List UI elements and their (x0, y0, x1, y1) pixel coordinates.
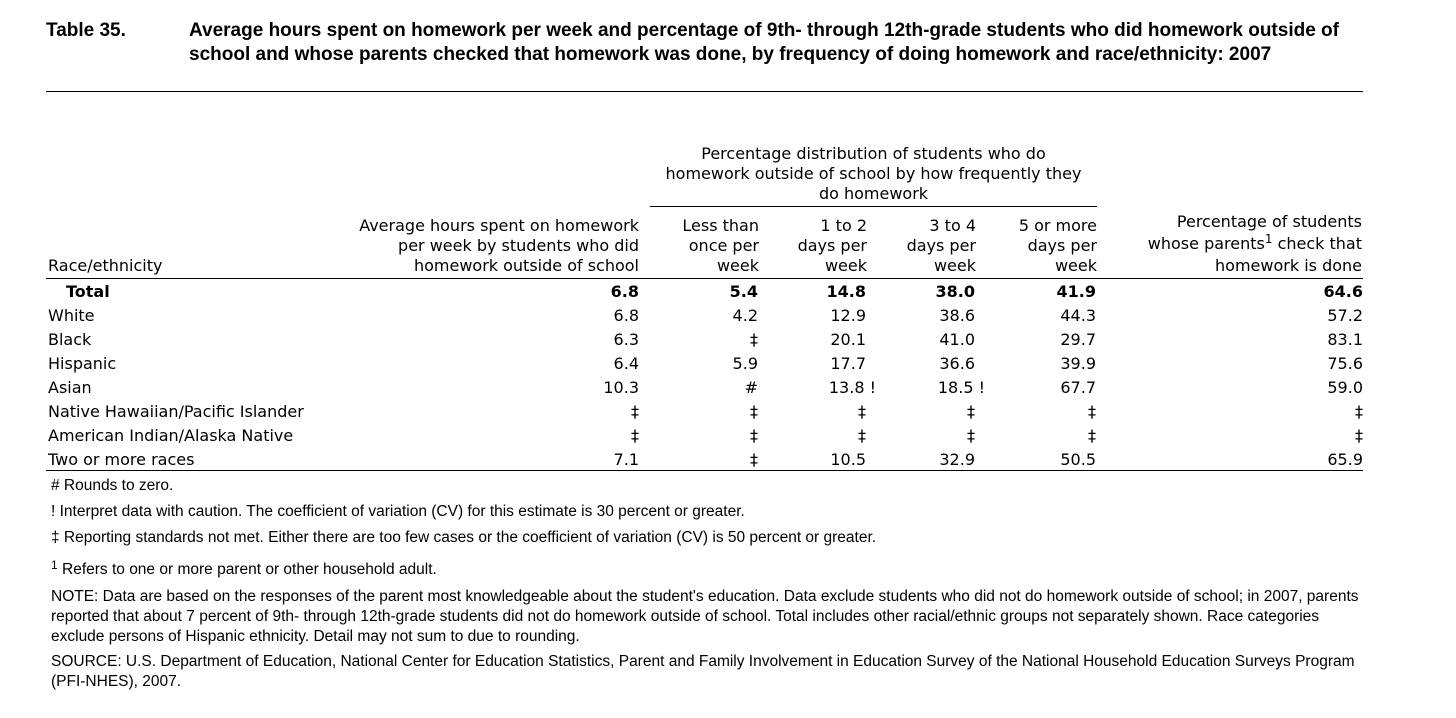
cell-avg-hours: 6.8 (613, 306, 639, 325)
table-title: Average hours spent on homework per week and percentage of 9th- through 12th-grade students who did homework outside of school and whose parents checked that homework was done, by frequency of doing homework and race/ethnicity: 2007 (189, 20, 1339, 65)
row-label: Two or more races (48, 450, 195, 469)
row-label: White (48, 306, 95, 325)
cell-less-than-once: ‡ (750, 402, 758, 421)
footnote-parent-marker: 1 (51, 558, 58, 572)
header-parents-check (1110, 211, 1362, 277)
header-avg-line-1: Average hours spent on homework (359, 216, 639, 235)
header-pct-line-2-post: check that (1272, 234, 1362, 253)
spanner-line-3: do homework (818, 184, 929, 203)
table-row-total (46, 280, 1363, 304)
cell-1-2-days: 17.7 (830, 354, 866, 373)
header-avg-line-3: homework outside of school (413, 256, 639, 275)
cell-avg-hours: 6.8 (610, 282, 639, 301)
cell-parents-check: ‡ (1355, 402, 1363, 421)
cell-1-2-days: 12.9 (830, 306, 866, 325)
header-1-2-days (770, 216, 867, 276)
cell-less-than-once: # (744, 378, 758, 397)
cell-parents-check: 59.0 (1327, 378, 1363, 397)
footnote-note: NOTE: Data are based on the responses of the parent most knowledgeable about the student's education. Data exclude students who did not do homework outside of school; in 2007, parents reported that about 7 percent of 9th- through 12th-grade students did not do homework outside of school. Total includes other racial/ethnic groups not separately shown. Race categories exclude persons of Hispanic ethnicity. Detail may not sum to due to rounding. (51, 588, 1359, 645)
cell-avg-hours: ‡ (631, 402, 639, 421)
header-pct-line-3: homework is done (1215, 256, 1362, 275)
table-row (46, 400, 1363, 424)
cell-avg-hours: 10.3 (603, 378, 639, 397)
cell-less-than-once: ‡ (750, 330, 758, 349)
cell-parents-check: 65.9 (1327, 450, 1363, 469)
table-row (46, 304, 1363, 328)
header-avg-line-2: per week by students who did (398, 236, 639, 255)
header-5-plus-days (990, 216, 1097, 276)
header-d12-line-3: week (824, 256, 867, 275)
cell-5-plus-days: 67.7 (1060, 378, 1096, 397)
spanner-rule (650, 206, 1097, 207)
header-less-line-2: once per (688, 236, 759, 255)
table-row (46, 376, 1363, 400)
cell-5-plus-days: ‡ (1088, 426, 1096, 445)
header-d12-line-1: 1 to 2 (820, 216, 867, 235)
cell-avg-hours: 7.1 (613, 450, 639, 469)
footnote-rounds: # Rounds to zero. (51, 477, 174, 494)
cell-parents-check: ‡ (1355, 426, 1363, 445)
cell-avg-hours: ‡ (631, 426, 639, 445)
row-label: Asian (48, 378, 92, 397)
cell-5-plus-days: 50.5 (1060, 450, 1096, 469)
header-d12-line-2: days per (797, 236, 867, 255)
cell-1-2-days: ‡ (858, 426, 866, 445)
table-row (46, 424, 1363, 448)
cell-3-4-days: 41.0 (939, 330, 975, 349)
footnote-source: SOURCE: U.S. Department of Education, National Center for Education Statistics, Parent and Family Involvement in Education Survey of the National Household Education Surveys Program (PFI-NHES), 2007. (51, 653, 1355, 690)
cell-avg-hours: 6.4 (613, 354, 639, 373)
cell-less-than-once: 5.4 (729, 282, 758, 301)
cell-5-plus-days: 44.3 (1060, 306, 1096, 325)
table-row (46, 448, 1363, 472)
row-label: American Indian/Alaska Native (48, 426, 294, 445)
footnote-parent-text: Refers to one or more parent or other household adult. (62, 561, 437, 578)
cell-less-than-once: ‡ (750, 450, 758, 469)
cell-1-2-days: 20.1 (830, 330, 866, 349)
table-row (46, 328, 1363, 352)
row-label: Total (66, 282, 110, 301)
cell-5-plus-days: 41.9 (1056, 282, 1096, 301)
cell-parents-check: 64.6 (1323, 282, 1363, 301)
header-d34-line-3: week (933, 256, 976, 275)
spanner-line-2: homework outside of school by how frequently they (665, 164, 1082, 183)
header-less-line-1: Less than (682, 216, 759, 235)
header-less-line-3: week (716, 256, 759, 275)
cell-5-plus-days: 29.7 (1060, 330, 1096, 349)
cell-5-plus-days: ‡ (1088, 402, 1096, 421)
header-d34-line-1: 3 to 4 (929, 216, 976, 235)
cell-3-4-days: 36.6 (939, 354, 975, 373)
header-less-than-once (650, 216, 759, 276)
row-label: Hispanic (48, 354, 117, 373)
spanner-line-1: Percentage distribution of students who do (701, 144, 1046, 163)
cell-3-4-days: 38.0 (935, 282, 975, 301)
footnote-parent (51, 560, 1361, 580)
cell-less-than-once: 4.2 (732, 306, 758, 325)
cell-parents-check: 83.1 (1327, 330, 1363, 349)
footnote-marker-1: 1 (1264, 232, 1273, 246)
cell-1-2-days: 10.5 (830, 450, 866, 469)
cell-3-4-days: ‡ (967, 402, 975, 421)
cell-1-2-days: 13.8 ! (828, 378, 876, 397)
header-avg-hours (300, 216, 639, 276)
cell-less-than-once: ‡ (750, 426, 758, 445)
header-pct-line-2 (1110, 233, 1362, 255)
table-number: Table 35. (46, 20, 126, 41)
cell-3-4-days: 18.5 ! (937, 378, 985, 397)
footnote-reporting: ‡ Reporting standards not met. Either there are too few cases or the coefficient of variation (CV) is 50 percent or greater. (51, 529, 877, 546)
header-d5-line-1: 5 or more (1018, 216, 1097, 235)
cell-3-4-days: 38.6 (939, 306, 975, 325)
header-pct-line-2-pre: whose parents (1147, 234, 1265, 253)
cell-avg-hours: 6.3 (613, 330, 639, 349)
table-title-block (46, 19, 1363, 92)
cell-1-2-days: 14.8 (826, 282, 866, 301)
footnote-caution: ! Interpret data with caution. The coefficient of variation (CV) for this estimate is 30 percent or greater. (51, 503, 745, 520)
cell-3-4-days: 32.9 (939, 450, 975, 469)
header-d5-line-2: days per (1027, 236, 1097, 255)
table-bottom-rule (46, 470, 1363, 471)
cell-parents-check: 75.6 (1327, 354, 1363, 373)
cell-1-2-days: ‡ (858, 402, 866, 421)
cell-3-4-days: ‡ (967, 426, 975, 445)
spanner-header (650, 144, 1097, 204)
table-row (46, 352, 1363, 376)
header-stub: Race/ethnicity (48, 256, 163, 275)
row-label: Native Hawaiian/Pacific Islander (48, 402, 304, 421)
header-3-4-days (880, 216, 976, 276)
header-bottom-rule (46, 278, 1363, 279)
header-pct-line-1: Percentage of students (1176, 212, 1362, 231)
row-label: Black (48, 330, 92, 349)
cell-5-plus-days: 39.9 (1060, 354, 1096, 373)
header-d5-line-3: week (1054, 256, 1097, 275)
header-d34-line-2: days per (906, 236, 976, 255)
cell-less-than-once: 5.9 (732, 354, 758, 373)
cell-parents-check: 57.2 (1327, 306, 1363, 325)
